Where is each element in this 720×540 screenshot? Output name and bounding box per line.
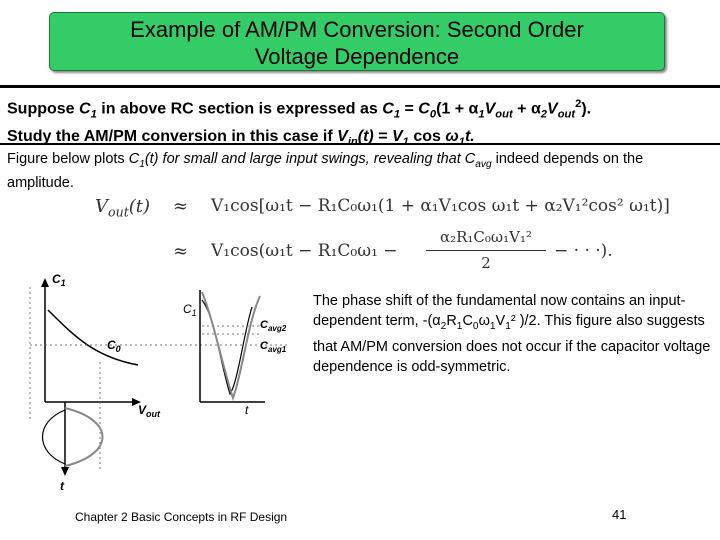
- equation-lhs-sub: out: [108, 204, 129, 220]
- intro-sub: 1: [90, 108, 97, 121]
- figure-sub: avg: [475, 158, 492, 170]
- explanation-d: ω: [478, 313, 490, 329]
- label-c: C: [260, 319, 268, 331]
- fraction-numerator: α₂R₁C₀ω₁V₁²: [439, 228, 533, 246]
- t-label-lower: t: [60, 479, 64, 493]
- intro-sub: out: [557, 108, 576, 121]
- t-label-right: t: [245, 403, 249, 417]
- intro-text-c: =: [400, 100, 419, 118]
- intro-sub: in: [347, 135, 358, 148]
- divider-middle: [0, 143, 720, 145]
- intro-text-g: Study the AM/PM conversion in this case if: [7, 127, 338, 145]
- intro-line-2: [7, 126, 591, 153]
- explanation-b: R: [446, 313, 457, 329]
- label-c: C: [260, 340, 268, 352]
- intro-sub: 1: [478, 108, 485, 121]
- explanation-sub: 0: [472, 320, 479, 332]
- intro-sup: 2: [575, 98, 582, 110]
- figure-cavg: C: [464, 151, 476, 167]
- figure-description: [7, 150, 713, 192]
- footer-chapter: Chapter 2 Basic Concepts in RF Design: [75, 510, 288, 524]
- intro-sub: 1: [458, 135, 465, 148]
- slide-title: [49, 12, 665, 71]
- cavg1-label: [260, 340, 287, 354]
- label-sub: 1: [191, 308, 197, 318]
- intro-sub: 2: [540, 108, 548, 121]
- intro-sub: out: [495, 108, 513, 121]
- intro-text-e: + α: [512, 100, 541, 118]
- intro-vout: V: [547, 100, 558, 118]
- title-line-1: Example of AM/PM Conversion: Second Order: [130, 17, 584, 42]
- intro-sub: 1: [393, 108, 401, 121]
- capacitance-diagram: [20, 262, 320, 502]
- equation-lhs: [95, 196, 150, 220]
- intro-vin: V: [337, 127, 348, 145]
- intro-line-1: [7, 94, 591, 126]
- equation-lhs-arg: (t): [128, 196, 151, 217]
- intro-sub: 0: [429, 108, 437, 121]
- intro-c1: C: [382, 100, 394, 118]
- intro-vout: V: [484, 100, 496, 118]
- equation-line-2a: V₁cos(ω₁t − R₁C₀ω₁ −: [211, 241, 398, 261]
- explanation-sub: 1: [489, 320, 496, 332]
- time-axis-lower-arrow: [61, 467, 69, 476]
- label-sub: 0: [115, 344, 121, 354]
- c1-curve: [48, 310, 138, 365]
- intro-text-d: (1 + α: [436, 100, 479, 118]
- explanation-f: ² )/2. This figure also suggests that AM/PM conversion does not occur if the capacitor voltage dependence is odd-symmetric.: [313, 313, 711, 375]
- intro-text-b: in above RC section is expressed as: [96, 100, 383, 118]
- intro-text-f: ).: [581, 100, 592, 118]
- intro-text-h: =: [373, 127, 392, 145]
- intro-sub: 1: [402, 135, 409, 148]
- label-c: C: [52, 272, 61, 286]
- equation-line-1: V₁cos[ω₁t − R₁C₀ω₁(1 + α₁V₁cos ω₁t + α₂V₁²cos² ω₁t)]: [211, 196, 670, 216]
- figure-text-b: (t) for small and large input swings, revealing that: [144, 151, 465, 167]
- explanation-a: The phase shift of the fundamental now contains an input-dependent term, -(α: [313, 293, 686, 329]
- c0-label: [107, 338, 121, 354]
- figure-text-c: indeed depends on the amplitude.: [7, 151, 644, 191]
- intro-text-i: cos: [408, 127, 446, 145]
- intro-t: (t): [357, 127, 374, 145]
- c1t-label: [183, 302, 197, 318]
- intro-c0: C: [418, 100, 430, 118]
- label-c: C: [183, 302, 192, 316]
- label-sub: avg2: [267, 324, 287, 333]
- input-swing-small: [43, 410, 66, 464]
- figure-c1: C: [128, 151, 140, 167]
- explanation-sub: 2: [440, 320, 447, 332]
- explanation-c: C: [462, 313, 473, 329]
- fraction-denominator: 2: [481, 254, 491, 272]
- title-line-2: Voltage Dependence: [254, 44, 460, 69]
- label-v: V: [138, 403, 147, 417]
- explanation-sub: 1: [505, 320, 511, 332]
- input-swing-large: [65, 408, 103, 466]
- intro-omega: ω: [445, 127, 459, 145]
- page-number: 41: [612, 507, 627, 522]
- intro-c1: C: [79, 100, 91, 118]
- label-sub: out: [146, 409, 161, 419]
- label-sub: 1: [60, 278, 66, 288]
- approx-sign-1: ≈: [173, 196, 189, 217]
- intro-text-a: Suppose: [7, 100, 80, 118]
- explanation-text: [313, 291, 713, 377]
- fraction-bar: [426, 250, 546, 251]
- explanation-sub: 1: [456, 320, 463, 332]
- vout-label: [138, 403, 161, 419]
- approx-sign-2: ≈: [173, 241, 189, 262]
- c1-axis-label: [52, 272, 66, 288]
- divider-top: [0, 85, 720, 88]
- intro-text-j: t.: [464, 127, 475, 145]
- figure-sub: 1: [139, 158, 145, 170]
- cavg2-label: [260, 319, 287, 333]
- intro-v1: V: [391, 127, 403, 145]
- equation-line-2b: − · · ·).: [554, 241, 613, 261]
- equation-lhs-v: V: [95, 196, 108, 217]
- label-c: C: [107, 338, 116, 352]
- figure-text-a: Figure below plots: [7, 151, 129, 167]
- label-sub: avg1: [267, 345, 287, 354]
- c1-axis-arrow: [41, 278, 49, 287]
- explanation-e: V: [495, 313, 506, 329]
